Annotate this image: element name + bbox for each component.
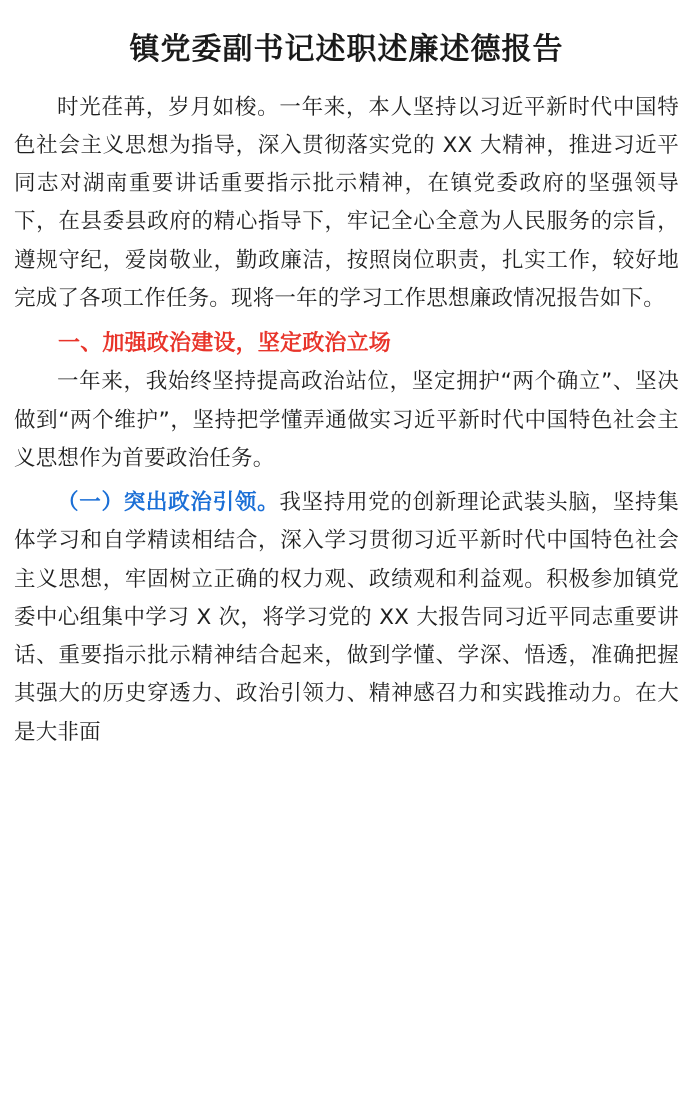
page-title: 镇党委副书记述职述廉述德报告	[129, 32, 564, 67]
subsection-label-1-1: （一）突出政治引领。	[57, 490, 280, 516]
paragraph-section-1-1	[14, 484, 679, 752]
paragraph-section-1-body: 一年来，我始终坚持提高政治站位，坚定拥护“两个确立”、坚决做到“两个维护”，坚持把学懂弄通做实习近平新时代中国特色社会主义思想作为首要政治任务。	[14, 369, 679, 471]
paragraph-intro: 时光荏苒，岁月如梭。一年来，本人坚持以习近平新时代中国特色社会主义思想为指导，深入贯彻落实党的 XX 大精神，推进习近平同志对湖南重要讲话重要指示批示精神，在镇党委政府的坚强领导下，在县委县政府的精心指导下，牢记全心全意为人民服务的宗旨，遵规守纪，爱岗敬业，勤政廉洁，按照岗位职责，扎实工作，较好地完成了各项工作任务。现将一年的学习工作思想廉政情况报告如下。	[14, 94, 679, 311]
subsection-text-1-1: 我坚持用党的创新理论武装头脑，坚持集体学习和自学精读相结合，深入学习贯彻习近平新时代中国特色社会主义思想，牢固树立正确的权力观、政绩观和利益观。积极参加镇党委中心组集中学习 X 次，将学习党的 XX 大报告同习近平同志重要讲话、重要指示批示精神结合起来，做到学懂、学深、悟透，准确把握其强大的历史穿透力、政治引领力、精神感召力和实践推动力。在大是大非面	[14, 490, 679, 745]
section-heading-1: 一、加强政治建设，坚定政治立场	[58, 331, 392, 357]
